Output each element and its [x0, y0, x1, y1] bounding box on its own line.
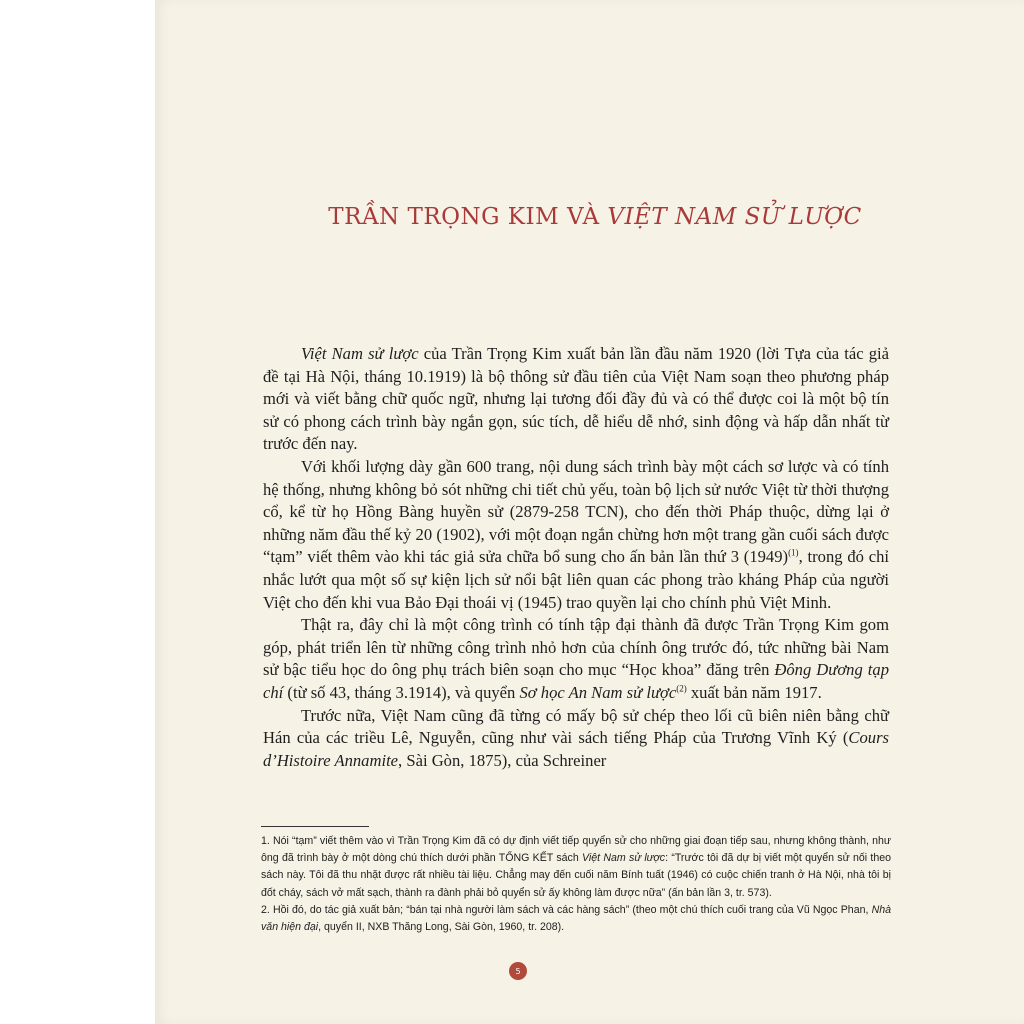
paragraph-3-text-b: (từ số 43, tháng 3.1914), và quyển — [283, 682, 520, 702]
footnote-ref-2: (2) — [676, 683, 687, 694]
chapter-title-main: TRẦN TRỌNG KIM VÀ — [328, 204, 608, 230]
journal-title-italic: Đông Dương tạp chí — [263, 660, 889, 702]
book-title-italic: Việt Nam sử lược — [301, 344, 419, 363]
paragraph-1-text: của Trần Trọng Kim xuất bản lần đầu năm 1920 (lời Tựa của tác giả đề tại Hà Nội, tháng 10.1919) là bộ thông sử đầu tiên của Việt Nam soạn theo phương pháp mới và viết bằng chữ quốc ngữ, nhưng lại tương đối đầy đủ và có thể được coi là một bộ tín sử có phong cách trình bày ngắn gọn, súc tích, dễ hiểu dễ nhớ, sinh động và hấp dẫn nhất từ trước đến nay. — [263, 344, 889, 454]
footnote-1-text-b: : “Trước tôi đã dự bị viết một quyển sử nối theo sách này. Tôi đã thu nhặt được rất nhiều tài liệu. Chẳng may đến cuối năm Bính tuất (1946) có cuộc chiến tranh ở Hà Nội, nhà tôi bị đốt cháy, sách vở mất sạch, thành ra đành phải bỏ quyển sử ấy không làm được nữa” (ấn bản lần 3, tr. 573). — [261, 852, 891, 899]
paragraph-4-text-a: Trước nữa, Việt Nam cũng đã từng có mấy bộ sử chép theo lối cũ biên niên bằng chữ Hán của các triều Lê, Nguyễn, cũng như vài sách tiếng Pháp của Trương Vĩnh Ký ( — [263, 705, 889, 748]
french-title-italic: Cours d’Histoire Annamite — [263, 728, 889, 770]
paragraph-3 — [263, 614, 889, 704]
footnote-ref-1: (1) — [788, 547, 799, 558]
footnote-2-italic: Nhà văn hiện đại — [261, 903, 891, 934]
footnote-1-text-a: 1. Nói “tạm” viết thêm vào vì Trần Trọng Kim đã có dự định viết tiếp quyển sử cho những giai đoạn tiếp sau, nhưng không thành, như ông đã trình bày ở một dòng chú thích dưới phần TỔNG KẾT sách — [261, 835, 891, 865]
paragraph-4 — [263, 705, 889, 773]
paragraph-2 — [263, 456, 889, 614]
footnote-divider — [261, 826, 369, 827]
chapter-title-italic: VIỆT NAM SỬ LƯỢC — [607, 204, 862, 230]
paragraph-3-text-c: xuất bản năm 1917. — [686, 682, 822, 702]
paragraph-3-text-a: Thật ra, đây chỉ là một công trình có tính tập đại thành đã được Trần Trọng Kim gom góp, phát triển lên từ những công trình nhỏ hơn của chính ông trước đó, tức những bài Nam sử bậc tiểu học do ông phụ trách biên soạn cho mục “Học khoa” đăng trên — [263, 615, 889, 680]
paragraph-1 — [263, 343, 889, 456]
footnote-2 — [261, 902, 891, 936]
paragraph-2-text-a: Với khối lượng dày gần 600 trang, nội dung sách trình bày một cách sơ lược và có tính hệ thống, nhưng không bỏ sót những chi tiết chủ yếu, toàn bộ lịch sử nước Việt từ thời thượng cổ, kể từ họ Hồng Bàng huyền sử (2879-258 TCN), cho đến thời Pháp thuộc, dừng lại ở những năm đầu thế kỷ 20 (1902), với một đoạn ngắn chừng hơn một trang gần cuối sách được “tạm” viết thêm vào khi tác giả sửa chữa bổ sung cho ấn bản lần thứ 3 (1949) — [263, 456, 889, 567]
footnotes — [261, 833, 891, 936]
page-number: 5 — [515, 966, 521, 976]
paragraph-2-text-b: , trong đó chỉ nhắc lướt qua một số sự kiện lịch sử nổi bật liên quan các phong trào kháng Pháp của người Việt cho đến khi vua Bảo Đại thoái vị (1945) trao quyền lại cho chính phủ Việt Minh. — [263, 547, 889, 612]
paragraph-4-text-b: , Sài Gòn, 1875), của Schreiner — [398, 750, 607, 770]
book-page — [155, 0, 1024, 1024]
book-title-italic-2: Sơ học An Nam sử lược — [519, 682, 677, 702]
chapter-title — [285, 204, 905, 230]
footnote-1 — [261, 833, 891, 902]
body-text — [263, 343, 889, 772]
footnote-2-text-b: , quyển II, NXB Thăng Long, Sài Gòn, 1960, tr. 208). — [318, 921, 565, 934]
footnote-1-italic: Việt Nam sử lược — [582, 852, 666, 865]
page-number-badge — [509, 962, 527, 980]
footnote-2-text-a: 2. Hồi đó, do tác giả xuất bản; “bán tại nhà người làm sách và các hàng sách” (theo một chú thích cuối trang của Vũ Ngọc Phan, — [261, 903, 872, 916]
